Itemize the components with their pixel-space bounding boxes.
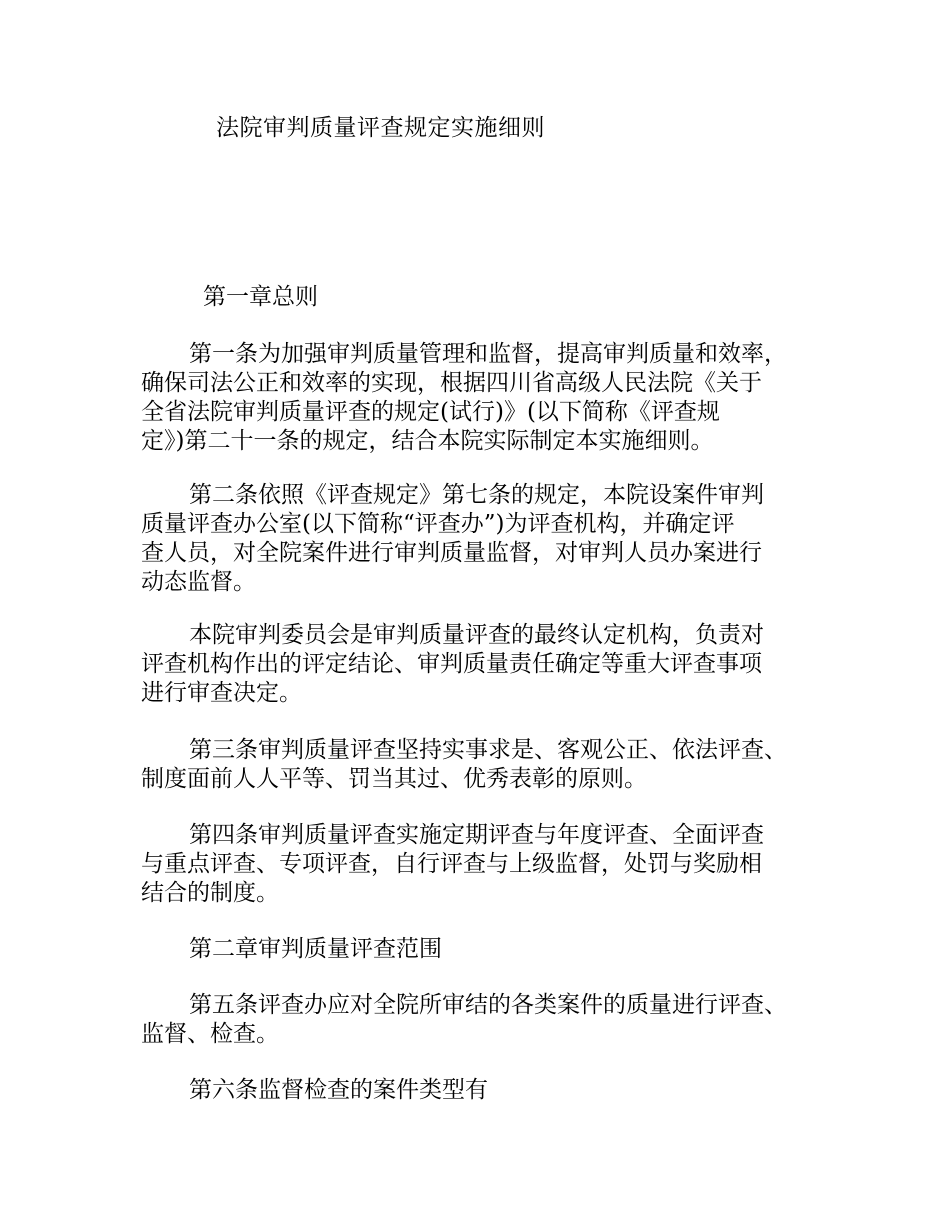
paragraph-line: 查人员，对全院案件进行审判质量监督，对审判人员办案进行 bbox=[141, 540, 762, 566]
paragraph-line: 质量评查办公室(以下简称“评查办”)为评查机构，并确定评 bbox=[141, 511, 735, 537]
paragraph-line: 第二条依照《评查规定》第七条的规定，本院设案件审判 bbox=[189, 482, 764, 508]
article-2-paragraph bbox=[141, 481, 841, 597]
paragraph-line: 全省法院审判质量评查的规定(试行)》(以下简称《评查规 bbox=[141, 399, 720, 425]
paragraph-line: 第四条审判质量评查实施定期评查与年度评查、全面评查 bbox=[189, 822, 764, 848]
paragraph-line: 确保司法公正和效率的实现，根据四川省高级人民法院《关于 bbox=[141, 370, 762, 396]
paragraph-line: 第五条评查办应对全院所审结的各类案件的质量进行评查、 bbox=[189, 992, 787, 1018]
committee-paragraph bbox=[141, 621, 841, 708]
paragraph-line: 本院审判委员会是审判质量评查的最终认定机构，负责对 bbox=[189, 622, 764, 648]
paragraph-line: 定》)第二十一条的规定，结合本院实际制定本实施细则。 bbox=[141, 428, 714, 454]
chapter-1-heading: 第一章总则 bbox=[203, 284, 318, 310]
paragraph-line: 制度面前人人平等、罚当其过、优秀表彰的原则。 bbox=[141, 766, 647, 792]
article-6-paragraph bbox=[141, 1076, 841, 1105]
paragraph-line: 动态监督。 bbox=[141, 569, 256, 595]
document-title: 法院审判质量评查规定实施细则 bbox=[216, 115, 545, 141]
paragraph-line: 第一条为加强审判质量管理和监督，提高审判质量和效率， bbox=[189, 341, 787, 367]
article-1-paragraph bbox=[141, 340, 841, 456]
article-3-paragraph bbox=[141, 736, 841, 794]
article-4-paragraph bbox=[141, 821, 841, 908]
paragraph-line: 进行审查决定。 bbox=[141, 680, 302, 706]
paragraph-line: 第三条审判质量评查坚持实事求是、客观公正、依法评查、 bbox=[189, 737, 787, 763]
chapter-2-heading: 第二章审判质量评查范围 bbox=[189, 936, 442, 962]
paragraph-line: 与重点评查、专项评查，自行评查与上级监督，处罚与奖励相 bbox=[141, 851, 762, 877]
paragraph-line: 评查机构作出的评定结论、审判质量责任确定等重大评查事项 bbox=[141, 651, 762, 677]
chapter-2-heading-block bbox=[141, 935, 841, 964]
paragraph-line: 结合的制度。 bbox=[141, 880, 279, 906]
paragraph-line: 第六条监督检查的案件类型有 bbox=[189, 1077, 488, 1103]
paragraph-line: 监督、检查。 bbox=[141, 1021, 279, 1047]
article-5-paragraph bbox=[141, 991, 841, 1049]
